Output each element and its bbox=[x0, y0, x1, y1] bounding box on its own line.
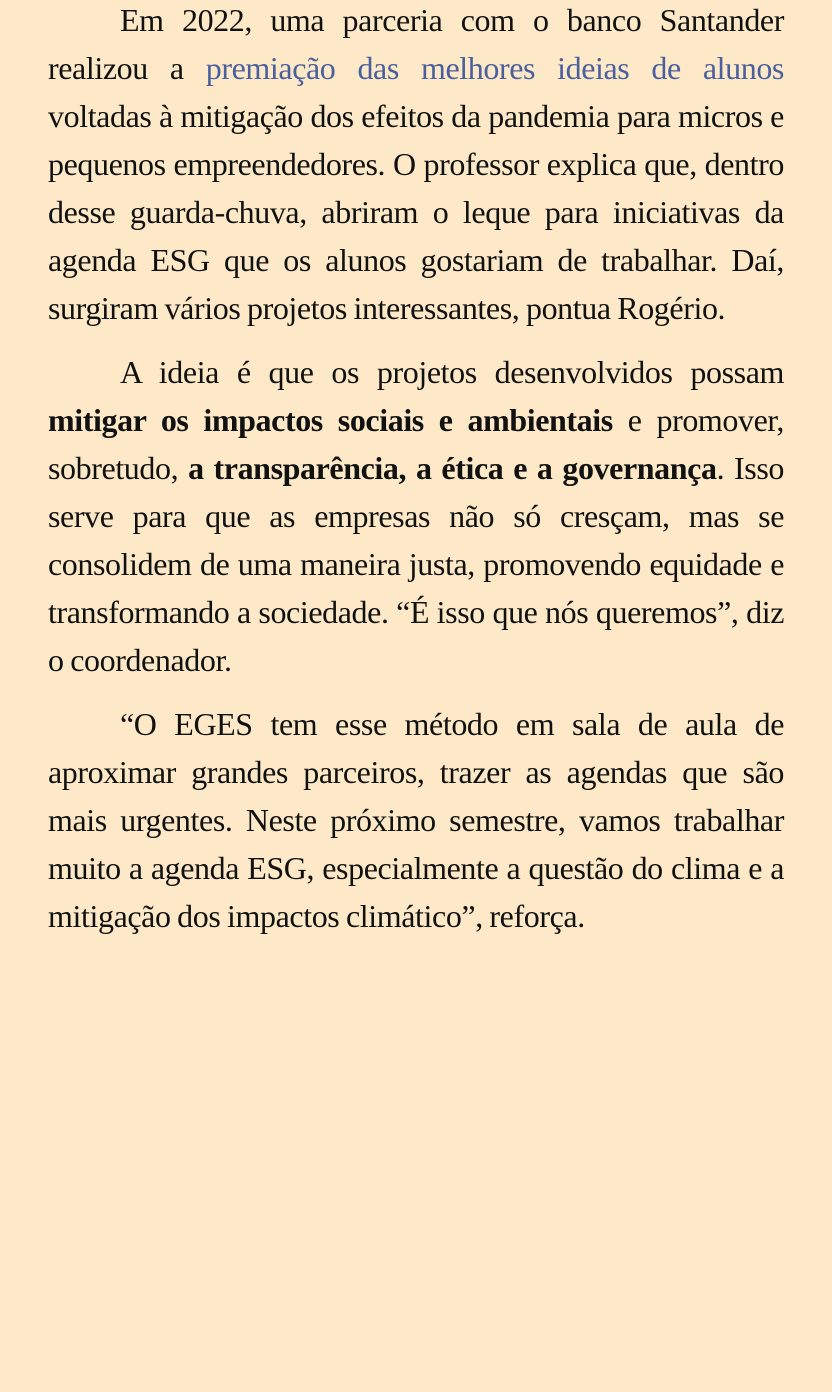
paragraph-text: voltadas à mitigação dos efeitos da pandemia para micros e pequenos empreendedores. O professor explica que, dentro desse guarda-chuva, abriram o leque para iniciativas da agenda ESG que os alunos gostariam de trabalhar. Daí, surgiram vários projetos interessantes, pontua Rogério. bbox=[48, 98, 784, 326]
paragraph-text: A ideia é que os projetos desenvolvidos possam bbox=[120, 354, 784, 390]
paragraph-eges-quote bbox=[48, 700, 784, 940]
article-body bbox=[48, 0, 784, 956]
paragraph-text: “O EGES tem esse método em sala de aula de aproximar grandes parceiros, trazer as agendas que são mais urgentes. Neste próximo semestre, vamos trabalhar muito a agenda ESG, especialmente a questão do clima e a mitigação dos impactos climático”, reforça. bbox=[48, 706, 784, 934]
bold-text-impactos: mitigar os impactos sociais e ambientais bbox=[48, 402, 613, 438]
paragraph-text: . Isso serve para que as empresas não só cresçam, mas se consolidem de uma maneira justa, promovendo equidade e transformando a sociedade. “É isso que nós queremos”, diz o coordenador. bbox=[48, 450, 784, 678]
paragraph-santander bbox=[48, 0, 784, 332]
bold-text-governanca: a transparência, a ética e a governança bbox=[188, 450, 717, 486]
paragraph-ideia bbox=[48, 348, 784, 684]
premiacao-link[interactable]: premiação das melhores ideias de alunos bbox=[205, 50, 784, 86]
paragraph-text: Em 2022, uma parceria com o banco Santander realizou a bbox=[48, 2, 784, 86]
paragraph-text: e promover, sobretudo, bbox=[48, 402, 784, 486]
